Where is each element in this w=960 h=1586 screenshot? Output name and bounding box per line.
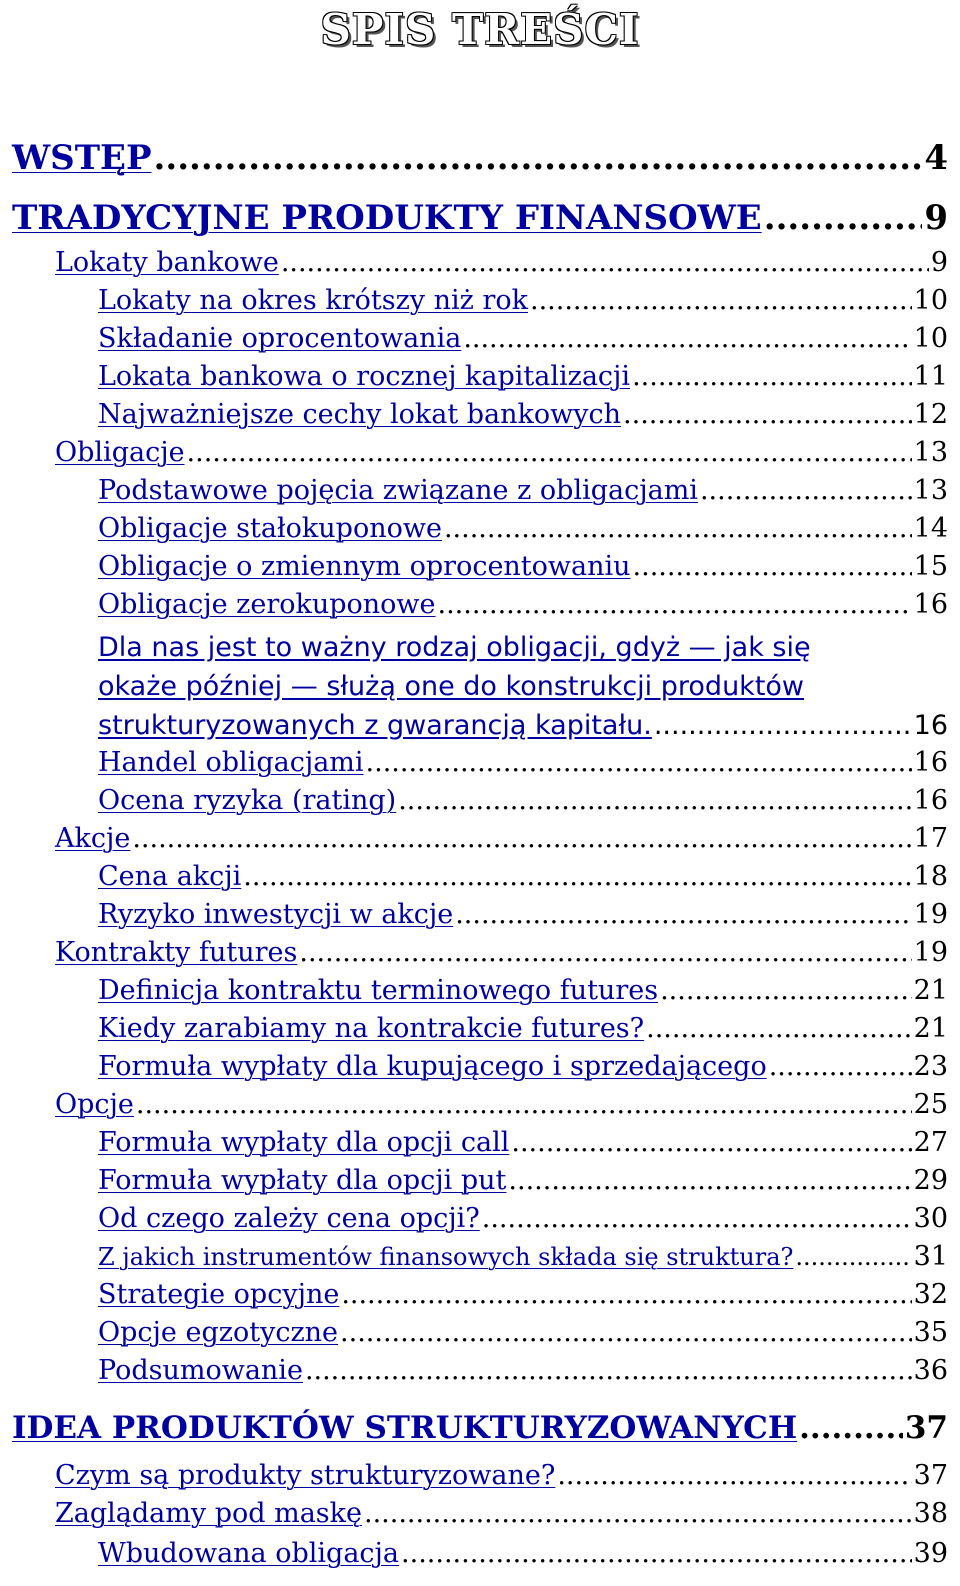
leader-dots — [646, 1011, 912, 1047]
toc-link[interactable]: Handel obligacjami — [98, 747, 364, 778]
leader-dots — [243, 859, 911, 895]
toc-entry[interactable] — [0, 547, 960, 585]
page-number: 35 — [913, 1317, 948, 1348]
page-number: 37 — [904, 1410, 948, 1446]
toc-entry[interactable] — [0, 1275, 960, 1313]
page-number: 16 — [913, 589, 948, 620]
leader-dots — [482, 1201, 912, 1237]
toc-entry[interactable] — [0, 819, 960, 857]
page-number: 10 — [913, 323, 948, 354]
toc-entry[interactable] — [0, 1085, 960, 1123]
leader-dots — [136, 1087, 912, 1123]
toc-entry[interactable] — [0, 243, 960, 281]
page-number: 12 — [913, 399, 948, 430]
toc-link[interactable]: Akcje — [55, 823, 131, 854]
toc-entry[interactable] — [0, 1009, 960, 1047]
page-number: 10 — [913, 285, 948, 316]
toc-link[interactable]: Cena akcji — [98, 861, 242, 892]
leader-dots — [299, 935, 911, 971]
page-number: 9 — [930, 247, 948, 278]
leader-dots — [341, 1277, 911, 1313]
leader-dots — [364, 1496, 912, 1532]
page-number: 23 — [913, 1051, 948, 1082]
toc-entry[interactable] — [0, 743, 960, 781]
toc-entry[interactable] — [0, 895, 960, 933]
toc-link[interactable]: Składanie oprocentowania — [98, 323, 462, 354]
page-number: 21 — [913, 975, 948, 1006]
toc-entry[interactable] — [0, 433, 960, 471]
toc-link[interactable]: Z jakich instrumentów finansowych składa się struktura? — [98, 1243, 794, 1271]
toc-entry[interactable] — [0, 1047, 960, 1085]
toc-entry[interactable] — [0, 357, 960, 395]
leader-dots — [455, 897, 911, 933]
page-number: 32 — [913, 1279, 948, 1310]
toc-entry[interactable] — [0, 781, 960, 819]
toc-link[interactable]: IDEA PRODUKTÓW STRUKTURYZOWANYCH — [12, 1410, 798, 1446]
leader-dots — [660, 973, 912, 1009]
leader-dots — [511, 1125, 911, 1161]
page-number: 11 — [913, 361, 948, 392]
leader-dots — [305, 1353, 912, 1389]
toc-entry[interactable] — [0, 857, 960, 895]
page-number: 15 — [913, 551, 948, 582]
leader-dots — [633, 549, 912, 585]
page-number: 4 — [924, 138, 948, 178]
leader-dots — [132, 821, 911, 857]
toc-entry[interactable] — [0, 509, 960, 547]
leader-dots — [401, 1536, 912, 1572]
page-number: 13 — [913, 437, 948, 468]
page-number: 37 — [913, 1460, 948, 1491]
toc-entry[interactable] — [0, 1456, 960, 1494]
toc-link[interactable]: Formuła wypłaty dla opcji put — [98, 1165, 507, 1196]
toc-entry[interactable] — [0, 585, 960, 623]
leader-dots — [654, 706, 912, 745]
page-number: 21 — [913, 1013, 948, 1044]
page-number: 36 — [913, 1355, 948, 1386]
toc-entry[interactable] — [0, 471, 960, 509]
leader-dots — [799, 1408, 903, 1448]
page-number: 17 — [913, 823, 948, 854]
page-number: 19 — [913, 899, 948, 930]
toc-last-line — [98, 706, 948, 745]
toc-link[interactable]: Ocena ryzyka (rating) — [98, 785, 397, 816]
toc-link[interactable]: Podsumowanie — [98, 1355, 303, 1386]
toc-entry[interactable] — [0, 1313, 960, 1351]
toc-link[interactable]: Opcje — [55, 1089, 134, 1120]
toc-entry-idea[interactable] — [0, 1410, 960, 1448]
page-title: SPIS TREŚCI — [320, 5, 640, 54]
leader-dots — [764, 198, 923, 238]
toc-entry[interactable] — [0, 1161, 960, 1199]
page-number: 16 — [913, 710, 948, 741]
toc-link[interactable]: Kontrakty futures — [55, 937, 298, 968]
leader-dots — [398, 783, 911, 819]
toc-entry-wstep[interactable] — [0, 140, 960, 178]
toc-entry[interactable] — [0, 1123, 960, 1161]
leader-dots — [530, 283, 912, 319]
leader-dots — [508, 1163, 911, 1199]
leader-dots — [187, 435, 912, 471]
toc-link[interactable]: Lokaty bankowe — [55, 247, 279, 278]
page-number: 19 — [913, 937, 948, 968]
leader-dots — [281, 245, 929, 281]
page-number: 38 — [913, 1498, 948, 1529]
toc-entry-multiline[interactable] — [98, 628, 948, 745]
toc-entry[interactable] — [0, 319, 960, 357]
toc-entry[interactable] — [0, 1199, 960, 1237]
toc-link[interactable]: Wbudowana obligacja — [98, 1538, 400, 1569]
leader-dots — [463, 321, 911, 357]
toc-link-line[interactable]: Dla nas jest to ważny rodzaj obligacji, gdyż — jak się — [98, 632, 811, 663]
toc-link-line[interactable]: strukturyzowanych z gwarancją kapitału. — [98, 710, 652, 741]
leader-dots — [632, 359, 912, 395]
toc-link[interactable]: Formuła wypłaty dla opcji call — [98, 1127, 510, 1158]
leader-dots — [366, 745, 912, 781]
toc-link[interactable]: Obligacje zerokuponowe — [98, 589, 436, 620]
toc-entry[interactable] — [0, 933, 960, 971]
toc-link[interactable]: Obligacje — [55, 437, 185, 468]
leader-dots — [340, 1315, 912, 1351]
toc-link[interactable]: Od czego zależy cena opcji? — [98, 1203, 480, 1234]
toc-entry[interactable] — [0, 1237, 960, 1275]
toc-link[interactable]: Kiedy zarabiamy na kontrakcie futures? — [98, 1013, 645, 1044]
page-number: 27 — [913, 1127, 948, 1158]
page-number: 16 — [913, 785, 948, 816]
toc-link[interactable]: Formuła wypłaty dla kupującego i sprzedającego — [98, 1051, 767, 1082]
toc-entry[interactable] — [0, 281, 960, 319]
toc-link[interactable]: Strategie opcyjne — [98, 1279, 340, 1310]
leader-dots — [444, 511, 912, 547]
page-number: 25 — [913, 1089, 948, 1120]
leader-dots — [700, 473, 912, 509]
leader-dots — [557, 1458, 911, 1494]
toc-link[interactable]: Obligacje stałokuponowe — [98, 513, 442, 544]
page-number: 18 — [913, 861, 948, 892]
toc-link[interactable]: Podstawowe pojęcia związane z obligacjami — [98, 475, 698, 506]
page-number: 9 — [924, 198, 948, 238]
toc-link[interactable]: TRADYCYJNE PRODUKTY FINANSOWE — [12, 198, 762, 238]
toc-link[interactable]: Definicja kontraktu terminowego futures — [98, 975, 659, 1006]
leader-dots — [623, 397, 912, 433]
toc-entry[interactable] — [0, 1534, 960, 1572]
toc-link[interactable]: Najważniejsze cechy lokat bankowych — [98, 399, 622, 430]
page-number: 39 — [913, 1538, 948, 1569]
page-number: 29 — [913, 1165, 948, 1196]
toc-link[interactable]: Czym są produkty strukturyzowane? — [55, 1460, 556, 1491]
leader-dots — [795, 1239, 911, 1275]
toc-link[interactable]: WSTĘP — [12, 138, 152, 178]
page-number: 31 — [913, 1241, 948, 1272]
toc-link[interactable]: Lokata bankowa o rocznej kapitalizacji — [98, 361, 631, 392]
page-number: 16 — [913, 747, 948, 778]
page-number: 13 — [913, 475, 948, 506]
toc-link[interactable]: Opcje egzotyczne — [98, 1317, 339, 1348]
toc-link[interactable]: Obligacje o zmiennym oprocentowaniu — [98, 551, 631, 582]
leader-dots — [154, 138, 923, 178]
toc-link[interactable]: Lokaty na okres krótszy niż rok — [98, 285, 528, 316]
toc-entry[interactable] — [0, 1351, 960, 1389]
leader-dots — [438, 587, 912, 623]
toc-entry[interactable] — [0, 395, 960, 433]
toc-entry[interactable] — [0, 971, 960, 1009]
page-number: 14 — [913, 513, 948, 544]
toc-link[interactable]: Ryzyko inwestycji w akcje — [98, 899, 454, 930]
toc-entry[interactable] — [0, 1494, 960, 1532]
page-number: 30 — [913, 1203, 948, 1234]
toc-entry-tradycyjne[interactable] — [0, 200, 960, 238]
toc-link[interactable]: Zaglądamy pod maskę — [55, 1498, 362, 1529]
toc-link-line[interactable]: okaże później — służą one do konstrukcji produktów — [98, 671, 805, 702]
leader-dots — [769, 1049, 912, 1085]
